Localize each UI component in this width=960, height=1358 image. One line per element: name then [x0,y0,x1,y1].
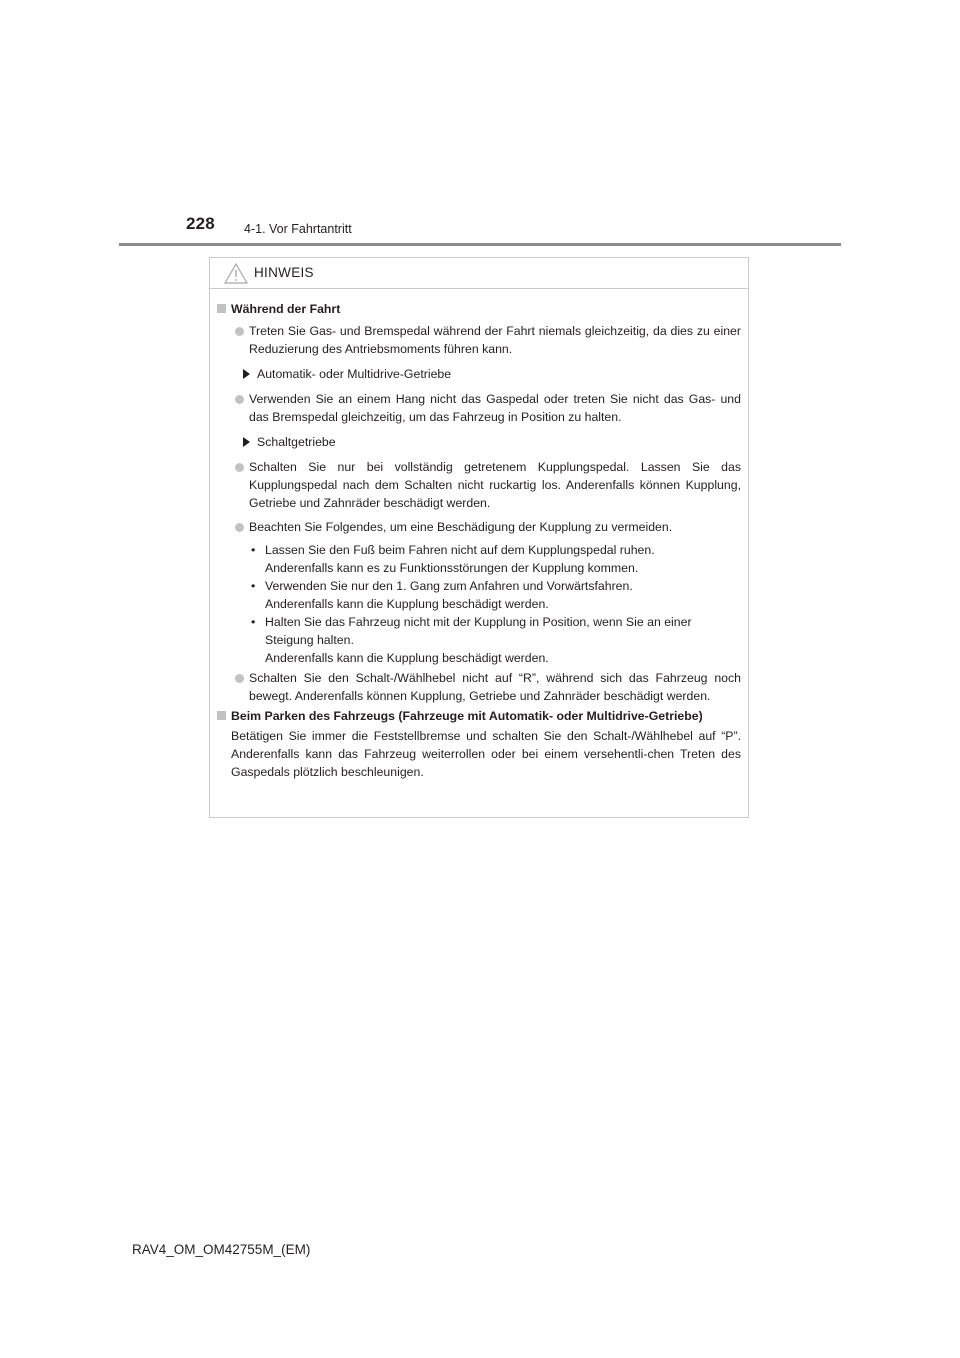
bullet-item: • Lassen Sie den Fuß beim Fahren nicht auf dem Kupplungspedal ruhen. Anderenfalls kann es zu Funktionsstörungen der Kupplung kommen. [251,543,655,575]
section-title: 4-1. Vor Fahrtantritt [244,222,352,236]
list-item: Beachten Sie Folgendes, um eine Beschädigung der Kupplung zu vermeiden. [217,518,741,536]
circle-bullet-icon [235,395,244,404]
notice-title: HINWEIS [254,265,314,280]
warning-icon [224,263,248,284]
list-item: Verwenden Sie an einem Hang nicht das Gaspedal oder treten Sie nicht das Gas- und das Bremspedal gleichzeitig, um das Fahrzeug in Position zu halten. [217,390,741,426]
subheading: Schaltgetriebe [217,433,741,451]
paragraph: Betätigen Sie immer die Feststellbremse und schalten Sie den Schalt-/Wählhebel auf “P”. Anderenfalls kann das Fahrzeug weiterrollen oder bei einem versehentli-chen Treten des Gaspedals plötzlich beschleunigen. [231,729,741,779]
notice-box [209,257,749,818]
page-number: 228 [186,214,215,233]
notice-header [210,258,748,289]
triangle-arrow-icon [243,369,250,379]
bullet-item: • Halten Sie das Fahrzeug nicht mit der Kupplung in Position, wenn Sie an einer Steigung halten. Anderenfalls kann die Kupplung beschädigt werden. [251,615,692,665]
section-heading: Während der Fahrt [217,300,741,318]
footer-code: RAV4_OM_OM42755M_(EM) [132,1242,311,1257]
list-item: Schalten Sie nur bei vollständig getretenem Kupplungspedal. Lassen Sie das Kupplungspedal nach dem Schalten nicht ruckartig los. Anderenfalls können Kupplung, Getriebe und Zahnräder beschädigt werden. [217,458,741,512]
list-item: Treten Sie Gas- und Bremspedal während der Fahrt niemals gleichzeitig, da dies zu einer Reduzierung des Antriebsmoments führen kann. [217,322,741,358]
bullet-mark: • [251,579,256,593]
circle-bullet-icon [235,674,244,683]
notice-body [210,289,748,781]
circle-bullet-icon [235,327,244,336]
square-bullet-icon [217,711,226,720]
bullet-list [217,541,741,667]
bullet-mark: • [251,543,256,557]
square-bullet-icon [217,304,226,313]
header-rule [119,243,841,246]
circle-bullet-icon [235,523,244,532]
triangle-arrow-icon [243,437,250,447]
bullet-item: • Verwenden Sie nur den 1. Gang zum Anfahren und Vorwärtsfahren. Anderenfalls kann die Kupplung beschädigt werden. [251,579,633,611]
section-heading: Beim Parken des Fahrzeugs (Fahrzeuge mit Automatik- oder Multidrive-Getriebe) [217,707,741,725]
bullet-mark: • [251,615,256,629]
subheading: Automatik- oder Multidrive-Getriebe [217,365,741,383]
circle-bullet-icon [235,463,244,472]
list-item: Schalten Sie den Schalt-/Wählhebel nicht auf “R”, während sich das Fahrzeug noch bewegt. Anderenfalls können Kupplung, Getriebe und Zahnräder beschädigt werden. [217,669,741,705]
